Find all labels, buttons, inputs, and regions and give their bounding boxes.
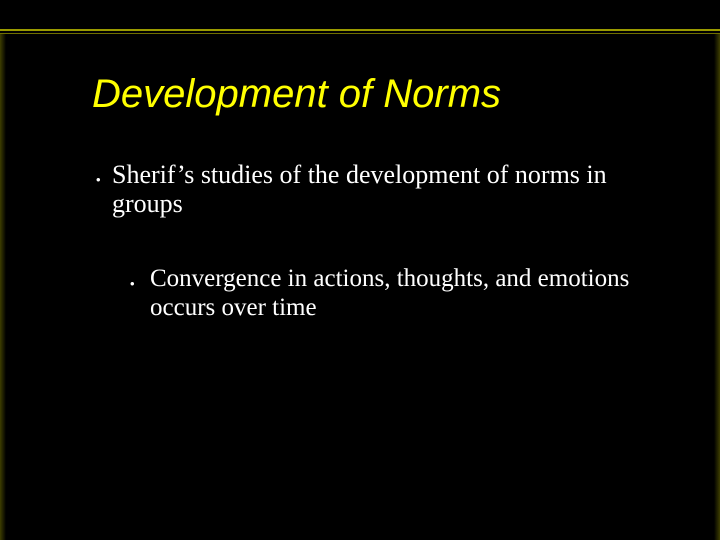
right-edge-shade bbox=[714, 34, 720, 540]
bullet-text: Convergence in actions, thoughts, and emotions occurs over time bbox=[150, 265, 630, 321]
top-rule-secondary bbox=[0, 33, 720, 34]
left-edge-shade bbox=[0, 34, 6, 540]
top-rule bbox=[0, 29, 720, 31]
bullet-level-2 bbox=[130, 264, 695, 322]
slide-title: Development of Norms bbox=[92, 72, 502, 116]
bullet-marker: • bbox=[96, 172, 101, 187]
bullet-marker: • bbox=[130, 276, 135, 291]
bullet-text: Sherif’s studies of the development of norms in groups bbox=[112, 160, 607, 218]
bullet-level-1 bbox=[96, 160, 672, 218]
